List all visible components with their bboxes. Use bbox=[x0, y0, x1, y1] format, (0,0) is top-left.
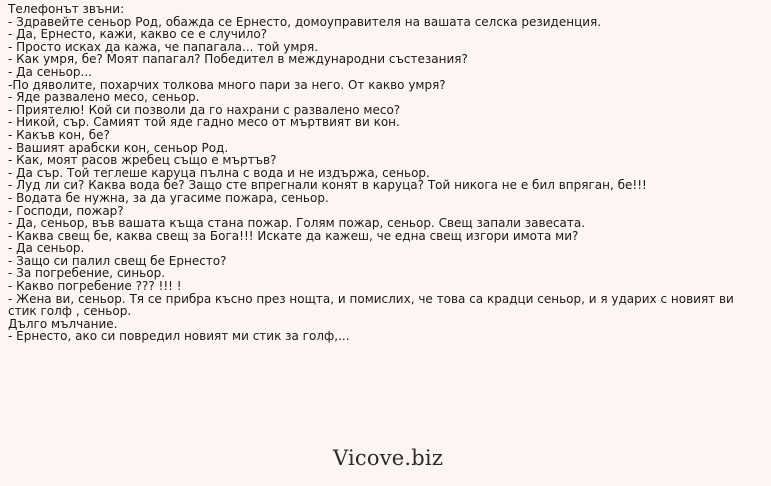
text-line: - Господи, пожар? bbox=[8, 203, 124, 218]
text-line: - Да, сеньор, във вашата къща стана пожар. Голям пожар, сеньор. Свещ запали завесата. bbox=[8, 216, 586, 231]
text-line: - Да, Ернесто, кажи, какво се е случило? bbox=[8, 27, 268, 42]
text-line: - Как, моят расов жребец също е мъртъв? bbox=[8, 153, 277, 168]
text-line: - Какво погребение ??? !!! ! bbox=[8, 279, 182, 294]
text-line: Телефонът звъни: bbox=[8, 2, 125, 16]
joke-text bbox=[8, 3, 766, 343]
text-line: - Яде развалено месо, сеньор. bbox=[8, 90, 200, 105]
text-line: - Приятелю! Кой си позволи да го нахрани с развалено месо? bbox=[8, 102, 401, 117]
text-line: - Вашият арабски кон, сеньор Род. bbox=[8, 140, 229, 155]
text-line: - Как умря, бе? Моят папагал? Победител в международни състезания? bbox=[8, 52, 468, 67]
text-line: Дълго мълчание. bbox=[8, 316, 118, 331]
text-line: - Ернесто, ако си повредил новият ми стик за голф,... bbox=[8, 329, 350, 344]
text-line: - Да сеньор... bbox=[8, 64, 92, 79]
text-line: - Никой, сър. Самият той яде гадно месо от мъртвият ви кон. bbox=[8, 115, 400, 130]
text-line: - Водата бе нужна, за да угасиме пожара, сеньор. bbox=[8, 190, 329, 205]
text-line: -По дяволите, похарчих толкова много пари за него. От какво умря? bbox=[8, 77, 446, 92]
text-line: - Да сър. Той теглеше каруца пълна с вода и не издържа, сеньор. bbox=[8, 165, 430, 180]
text-line: - Каква свещ бе, каква свещ за Бога!!! Искате да кажеш, че една свещ изгори имота ми? bbox=[8, 228, 579, 243]
text-line: - Жена ви, сеньор. Тя се прибра късно през нощта, и помислих, че това са крадци сеньор, и я ударих с новият ви стик голф , сеньор. bbox=[8, 291, 734, 319]
text-line: - Защо си палил свещ бе Ернесто? bbox=[8, 253, 227, 268]
text-line: - Луд ли си? Каква вода бе? Защо сте впрегнали конят в каруца? Той никога не е бил впряган, бе!!! bbox=[8, 178, 647, 193]
text-line: - Да сеньор. bbox=[8, 241, 85, 256]
site-watermark: Vicove.biz bbox=[333, 446, 444, 470]
text-line: - Здравейте сеньор Род, обажда се Ернесто, домоуправителя на вашата селска резиденция. bbox=[8, 14, 602, 29]
text-line: - Просто исках да кажа, че папагала... той умря. bbox=[8, 39, 319, 54]
text-line: - Какъв кон, бе? bbox=[8, 127, 110, 142]
text-line: - За погребение, синьор. bbox=[8, 266, 166, 281]
